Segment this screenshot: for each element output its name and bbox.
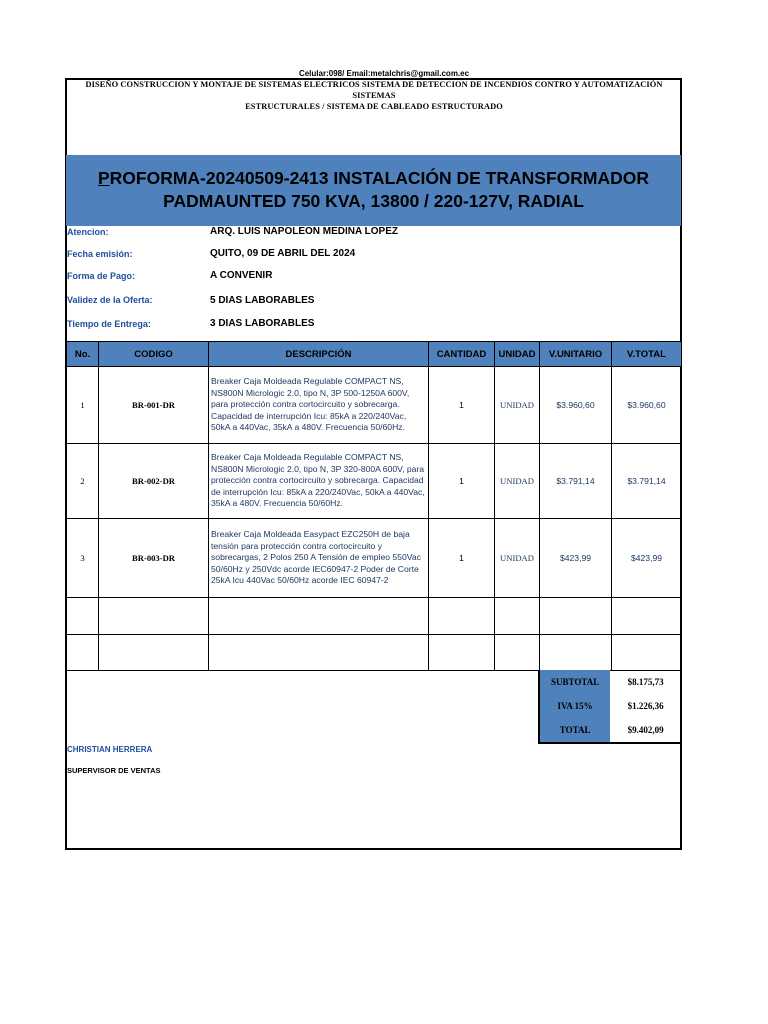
subtotal-label: SUBTOTAL [539, 670, 610, 694]
empty-cell [99, 598, 209, 635]
empty-cell [67, 598, 99, 635]
empty-cell [495, 598, 540, 635]
empty-cell [209, 635, 429, 671]
info-value-pago: A CONVENIR [210, 270, 273, 281]
row-no: 2 [67, 444, 99, 519]
row-unit-price: $3.960,60 [540, 367, 612, 444]
company-services-line2: ESTRUCTURALES / SISTEMA DE CABLEADO ESTRUCTURADO [245, 102, 503, 111]
table-row [67, 519, 682, 598]
info-value-fecha: QUITO, 09 DE ABRIL DEL 2024 [210, 248, 356, 259]
row-unit: UNIDAD [495, 367, 540, 444]
empty-cell [495, 635, 540, 671]
info-label-validez: Validez de la Oferta: [67, 295, 153, 305]
empty-cell [99, 635, 209, 671]
totals-iva-row [539, 694, 681, 718]
signer-role: SUPERVISOR DE VENTAS [67, 766, 161, 775]
items-table [66, 341, 682, 671]
proforma-title [66, 167, 681, 213]
subtotal-value: $8.175,73 [627, 677, 664, 687]
row-total: $3.960,60 [612, 367, 682, 444]
company-services [67, 79, 681, 112]
table-row-empty [67, 598, 682, 635]
info-label-atencion: Atencion: [67, 227, 109, 237]
contact-line: Celular:098/ Email:metalchris@gmail.com.ec [298, 69, 470, 78]
row-unit: UNIDAD [495, 519, 540, 598]
title-line1: ROFORMA-20240509-2413 INSTALACIÓN DE TRANSFORMADOR [109, 168, 650, 188]
info-value-entrega: 3 DIAS LABORABLES [210, 318, 315, 329]
row-description: Breaker Caja Moldeada Regulable COMPACT NS, NS800N Micrologic 2.0, tipo N, 3P 320-800A 600V, para protección contra cortocircuito y sobrecarga. Capacidad de interrupción Icu: 85kA a 220/240Vac, 50kA a 440Vac, 35kA a 480V. Frecuencia 50/60Hz. [209, 444, 429, 519]
empty-cell [540, 635, 612, 671]
row-quantity: 1 [429, 367, 495, 444]
total-label: TOTAL [539, 718, 610, 743]
empty-cell [67, 635, 99, 671]
table-row [67, 367, 682, 444]
row-quantity: 1 [429, 519, 495, 598]
total-value: $9.402,09 [610, 718, 681, 743]
table-row [67, 444, 682, 519]
row-description: Breaker Caja Moldeada Regulable COMPACT NS, NS800N Micrologic 2.0, tipo N, 3P 500-1250A 600V, para protección contra cortocircuito y sobrecarga. Capacidad de interrupción Icu: 85kA a 220/240Vac, 50kA a 440Vac, 35kA a 480V. Frecuencia 50/60Hz. [209, 367, 429, 444]
table-header-row [67, 342, 682, 367]
header-no: No. [67, 342, 99, 367]
empty-cell [612, 598, 682, 635]
info-label-pago: Forma de Pago: [67, 271, 136, 281]
iva-label: IVA 15% [539, 694, 610, 718]
table-row-empty [67, 635, 682, 671]
header-descripcion: DESCRIPCIÓN [209, 342, 429, 367]
empty-cell [429, 598, 495, 635]
signer-name: CHRISTIAN HERRERA [67, 745, 153, 754]
totals-total-row [539, 718, 681, 743]
header-vtotal: V.TOTAL [612, 342, 682, 367]
row-total: $423,99 [612, 519, 682, 598]
empty-cell [540, 598, 612, 635]
header-unidad: UNIDAD [495, 342, 540, 367]
title-first-letter: P [97, 168, 110, 188]
empty-cell [209, 598, 429, 635]
row-code: BR-003-DR [99, 519, 209, 598]
row-unit-price: $3.791,14 [540, 444, 612, 519]
info-value-validez: 5 DIAS LABORABLES [210, 295, 315, 306]
info-label-fecha: Fecha emisión: [67, 249, 133, 259]
row-quantity: 1 [429, 444, 495, 519]
company-services-line1: DISEÑO CONSTRUCCION Y MONTAJE DE SISTEMAS ELECTRICOS SISTEMA DE DETECCION DE INCENDIOS CONTRO Y AUTOMATIZACIÓN SISTEMAS [85, 80, 663, 100]
header-vunitario: V.UNITARIO [540, 342, 612, 367]
row-description: Breaker Caja Moldeada Easypact EZC250H de baja tensión para protección contra cortocircuito y sobrecargas, 2 Polos 250 A Tensión de empleo 550Vac 50/60Hz y 250Vdc acorde IEC60947-2 Poder de Corte 25kA Icu 440Vac 50/60Hz acorde IEC 60947-2 [209, 519, 429, 598]
empty-cell [429, 635, 495, 671]
row-no: 1 [67, 367, 99, 444]
header-codigo: CODIGO [99, 342, 209, 367]
row-total: $3.791,14 [612, 444, 682, 519]
info-value-atencion: ARQ. LUIS NAPOLEON MEDINA LOPEZ [210, 226, 398, 237]
row-unit: UNIDAD [495, 444, 540, 519]
frame-bottom-border [65, 848, 682, 850]
row-code: BR-001-DR [99, 367, 209, 444]
header-cantidad: CANTIDAD [429, 342, 495, 367]
totals-table [538, 670, 681, 744]
row-code: BR-002-DR [99, 444, 209, 519]
info-label-entrega: Tiempo de Entrega: [67, 319, 151, 329]
row-unit-price: $423,99 [540, 519, 612, 598]
totals-subtotal-row [539, 670, 681, 694]
row-no: 3 [67, 519, 99, 598]
title-line2: PADMAUNTED 750 KVA, 13800 / 220-127V, RADIAL [163, 191, 584, 211]
iva-value: $1.226,36 [627, 701, 664, 711]
empty-cell [612, 635, 682, 671]
